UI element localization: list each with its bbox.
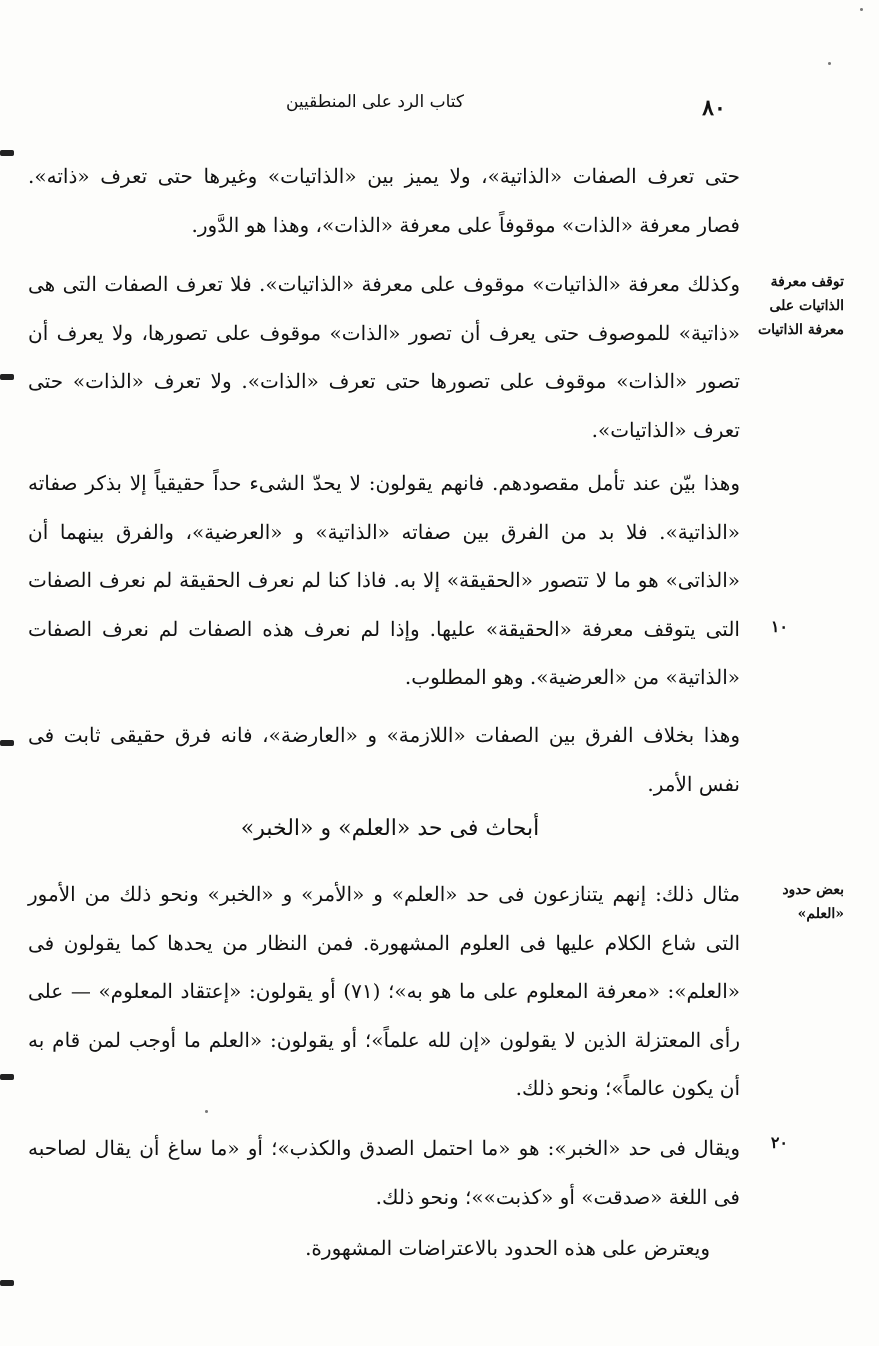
- paragraph-3: [28, 459, 740, 709]
- line-number-10: ١٠: [770, 617, 788, 636]
- paragraph-1: [28, 152, 740, 252]
- binding-mark: [0, 740, 14, 746]
- paragraph-2: [28, 260, 740, 460]
- paragraph-6: [28, 1124, 740, 1224]
- page-number: ٨٠: [702, 95, 726, 121]
- section-heading: أبحاث فى حد «العلم» و «الخبر»: [240, 816, 540, 841]
- margin-note-dependency: توقف معرفة الذاتيات على معرفة الذاتيات: [757, 274, 844, 338]
- paragraph-text: ويقال فى حد «الخبر»: هو «ما احتمل الصدق والكذب»؛ أو «ما ساغ أن يقال لصاحبه فى اللغة «صدقت» أو «كذبت»»؛ ونحو ذلك.: [28, 1136, 740, 1209]
- binding-mark: [0, 1280, 14, 1286]
- running-header-title: كتاب الرد على المنطقيين: [285, 92, 465, 112]
- paragraph-4: [28, 711, 740, 811]
- line-number-20: ٢٠: [770, 1133, 788, 1152]
- paragraph-text: وهذا بخلاف الفرق بين الصفات «اللازمة» و «العارضة»، فانه فرق حقيقى ثابت فى نفس الأمر.: [28, 723, 740, 796]
- binding-mark: [0, 374, 14, 380]
- binding-mark: [0, 1074, 14, 1080]
- paper-speck: [860, 8, 863, 11]
- paragraph-text: وهذا بيّن عند تأمل مقصودهم. فانهم يقولون: لا يحدّ الشىء حداً حقيقياً إلا بذكر صفاته «الذاتية». فلا بد من الفرق بين صفاته «الذاتية» و «العرضية»، والفرق بينهما أن «الذاتى» هو ما لا تتصور «الحقيقة» إلا به. فاذا كنا لم نعرف الحقيقة لم نعرف الصفات التى يتوقف معرفة «الحقيقة» عليها. وإذا لم نعرف هذه الصفات لم نعرف الصفات «الذاتية» من «العرضية». وهو المطلوب.: [28, 471, 740, 690]
- paragraph-5: [28, 870, 740, 1120]
- paragraph-7: [28, 1224, 740, 1274]
- paper-speck: [205, 1110, 208, 1113]
- paper-speck: [828, 62, 831, 65]
- binding-mark: [0, 150, 14, 156]
- paragraph-text: وكذلك معرفة «الذاتيات» موقوف على معرفة «الذاتيات». فلا تعرف الصفات التى هى «ذاتية» للموصوف حتى يعرف أن تصور «الذات» موقوف على تصورها، ولا يعرف أن تصور «الذات» موقوف على تصورها حتى تعرف «الذات». ولا تعرف «الذات» حتى تعرف «الذاتيات».: [28, 272, 740, 442]
- paragraph-text: مثال ذلك: إنهم يتنازعون فى حد «العلم» و «الأمر» و «الخبر» ونحو ذلك من الأمور التى شاع الكلام عليها فى العلوم المشهورة. فمن النظار من يحدها كما يقولون فى «العلم»: «معرفة المعلوم على ما هو به»؛ (٧١) أو يقولون: «إعتقاد المعلوم» — على رأى المعتزلة الذين لا يقولون «إن لله علماً»؛ أو يقولون: «العلم ما أوجب لمن قام به أن يكون عالماً»؛ ونحو ذلك.: [28, 882, 740, 1101]
- margin-note-definitions: بعض حدود «العلم»: [782, 882, 844, 922]
- paragraph-text: ويعترض على هذه الحدود بالاعتراضات المشهورة.: [305, 1236, 710, 1260]
- paragraph-text: حتى تعرف الصفات «الذاتية»، ولا يميز بين «الذاتيات» وغيرها حتى تعرف «ذاته». فصار معرفة «الذات» موقوفاً على معرفة «الذات»، وهذا هو الدَّور.: [28, 164, 740, 237]
